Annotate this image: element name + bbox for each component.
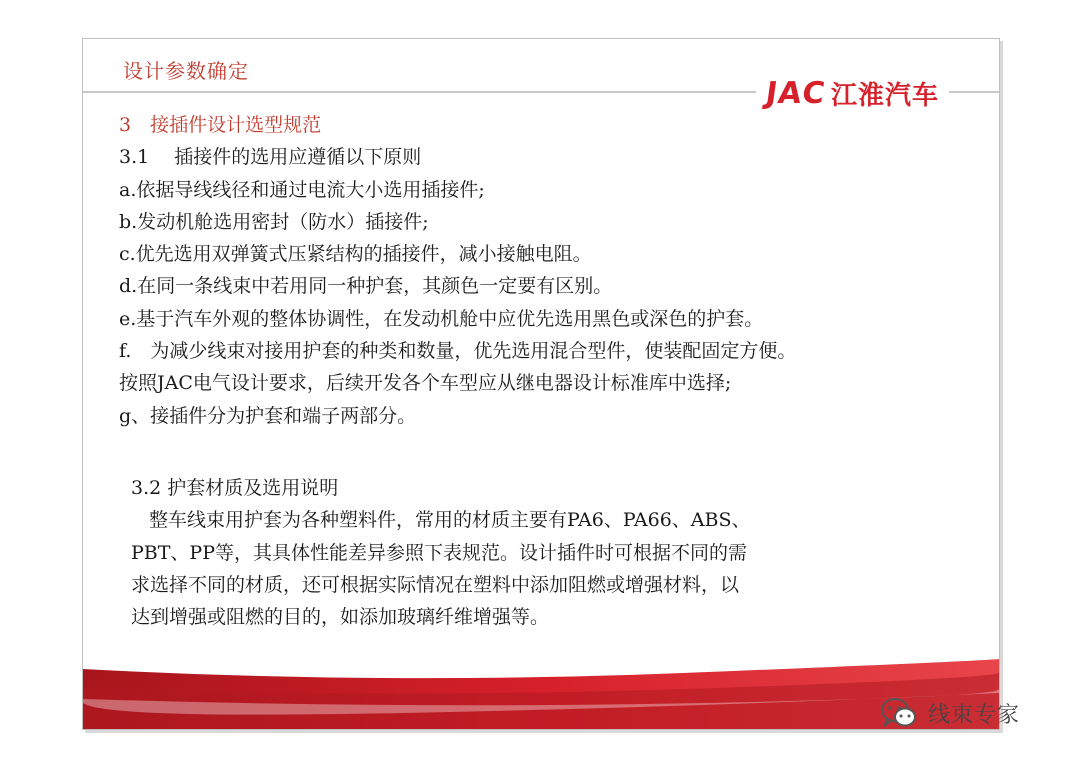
watermark bbox=[880, 696, 1020, 730]
rule-item: 按照JAC电气设计要求，后续开发各个车型应从继电器设计标准库中选择; bbox=[119, 372, 732, 395]
jac-logo bbox=[756, 75, 949, 112]
sub-heading-3-2: 3.2 护套材质及选用说明 bbox=[131, 476, 339, 499]
slide-content bbox=[119, 109, 979, 633]
logo-latin: JAC bbox=[763, 76, 828, 111]
rule-item: d.在同一条线束中若用同一种护套，其颜色一定要有区别。 bbox=[119, 275, 613, 298]
footer-red-band bbox=[83, 659, 999, 729]
watermark-text: 线束专家 bbox=[928, 702, 1021, 728]
rule-item: e.基于汽车外观的整体协调性，在发动机舱中应优先选用黑色或深色的护套。 bbox=[119, 307, 764, 330]
slide-header-title: 设计参数确定 bbox=[123, 59, 249, 83]
rule-item: g、接插件分为护套和端子两部分。 bbox=[119, 404, 417, 427]
paragraph-line: 达到增强或阻燃的目的，如添加玻璃纤维增强等。 bbox=[131, 606, 550, 629]
rule-item: b.发动机舱选用密封（防水）插接件; bbox=[119, 210, 429, 233]
rule-item: c.优先选用双弹簧式压紧结构的插接件，减小接触电阻。 bbox=[119, 243, 592, 266]
logo-chinese: 江淮汽车 bbox=[830, 81, 939, 111]
wechat-icon bbox=[880, 696, 918, 730]
section-heading: 3 接插件设计选型规范 bbox=[119, 114, 322, 136]
rule-item: a.依据导线线径和通过电流大小选用插接件; bbox=[119, 178, 485, 201]
paragraph-line: PBT、PP等，其具体性能差异参照下表规范。设计插件时可根据不同的需 bbox=[131, 541, 747, 564]
sub-heading-3-1: 3.1 插接件的选用应遵循以下原则 bbox=[119, 146, 422, 169]
rule-item: f. 为减少线束对接用护套的种类和数量，优先选用混合型件，使装配固定方便。 bbox=[119, 340, 797, 363]
paragraph-line: 整车线束用护套为各种塑料件，常用的材质主要有PA6、PA66、ABS、 bbox=[149, 509, 751, 532]
paragraph-line: 求选择不同的材质，还可根据实际情况在塑料中添加阻燃或增强材料，以 bbox=[131, 573, 740, 596]
slide bbox=[82, 38, 1000, 730]
